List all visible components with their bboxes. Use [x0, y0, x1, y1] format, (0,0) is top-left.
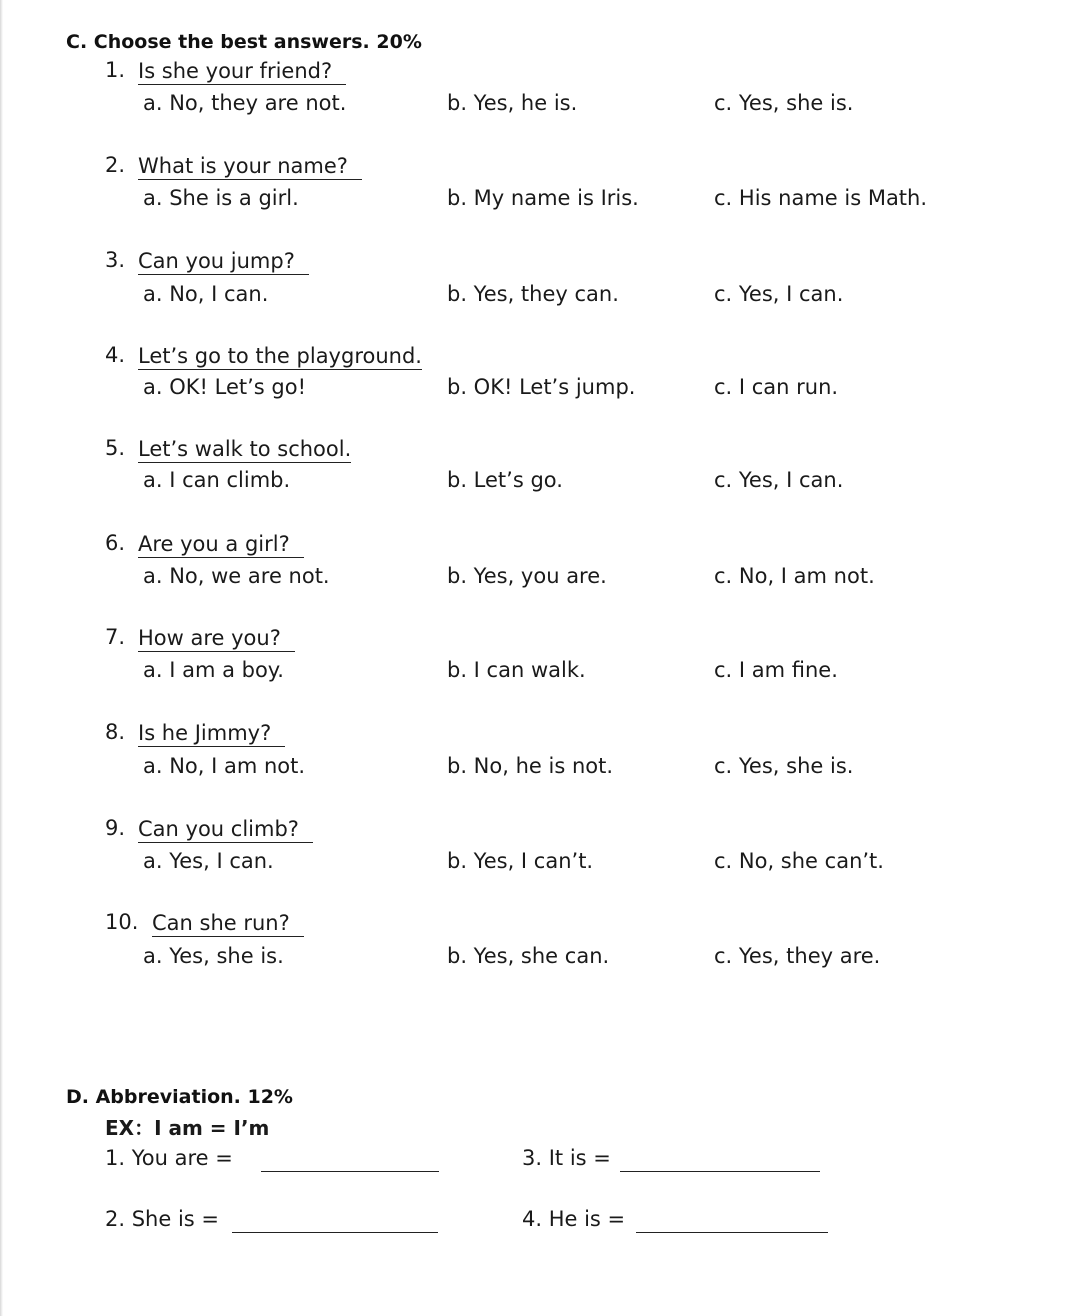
option-b[interactable]: b. No, he is not.	[447, 754, 614, 778]
abbreviation-prompt: 4. He is =	[522, 1207, 626, 1231]
option-a[interactable]: a. Yes, she is.	[143, 944, 284, 968]
abbreviation-prompt: 2. She is =	[105, 1207, 219, 1231]
section-d-heading: D. Abbreviation. 12%	[66, 1086, 293, 1108]
option-a[interactable]: a. Yes, I can.	[143, 849, 274, 873]
option-a[interactable]: a. No, I am not.	[143, 754, 306, 778]
option-c[interactable]: c. I can run.	[714, 375, 839, 399]
question-text: How are you?	[138, 625, 295, 652]
question-number: 4.	[105, 343, 126, 367]
question-text: What is your name?	[138, 153, 362, 180]
option-b[interactable]: b. Yes, you are.	[447, 564, 607, 588]
option-c[interactable]: c. Yes, she is.	[714, 754, 854, 778]
option-a[interactable]: a. OK! Let’s go!	[143, 375, 306, 399]
question-text: Can you climb?	[138, 816, 313, 843]
answer-blank[interactable]	[620, 1171, 820, 1172]
option-a[interactable]: a. I am a boy.	[143, 658, 284, 682]
answer-blank[interactable]	[261, 1171, 439, 1172]
option-a[interactable]: a. No, I can.	[143, 282, 269, 306]
answer-blank[interactable]	[636, 1232, 828, 1233]
abbreviation-example: EX：I am = I’m	[105, 1116, 270, 1140]
option-b[interactable]: b. Let’s go.	[447, 468, 563, 492]
question-text: Let’s go to the playground.	[138, 344, 422, 368]
question-number: 7.	[105, 625, 126, 649]
answer-blank[interactable]	[232, 1232, 438, 1233]
option-c[interactable]: c. His name is Math.	[714, 186, 928, 210]
option-c[interactable]: c. Yes, they are.	[714, 944, 881, 968]
question-text: Can you jump?	[138, 248, 309, 275]
option-a[interactable]: a. No, we are not.	[143, 564, 330, 588]
question-number: 3.	[105, 248, 126, 272]
abbreviation-prompt: 3. It is =	[522, 1146, 611, 1170]
option-b[interactable]: b. OK! Let’s jump.	[447, 375, 636, 399]
option-c[interactable]: c. No, she can’t.	[714, 849, 884, 873]
question-number: 9.	[105, 816, 126, 840]
option-c[interactable]: c. Yes, I can.	[714, 468, 844, 492]
option-c[interactable]: c. Yes, I can.	[714, 282, 844, 306]
question-text: Can she run?	[152, 910, 304, 937]
section-c-heading: C. Choose the best answers. 20%	[66, 31, 422, 53]
option-b[interactable]: b. Yes, they can.	[447, 282, 619, 306]
question-text: Let’s walk to school.	[138, 437, 352, 461]
question-number: 5.	[105, 436, 126, 460]
option-b[interactable]: b. Yes, she can.	[447, 944, 610, 968]
option-a[interactable]: a. I can climb.	[143, 468, 291, 492]
question-number: 10.	[105, 910, 139, 934]
question-text: Are you a girl?	[138, 531, 304, 558]
question-number: 8.	[105, 720, 126, 744]
option-c[interactable]: c. Yes, she is.	[714, 91, 854, 115]
option-b[interactable]: b. I can walk.	[447, 658, 586, 682]
option-c[interactable]: c. I am fine.	[714, 658, 838, 682]
question-number: 1.	[105, 58, 126, 82]
option-b[interactable]: b. Yes, he is.	[447, 91, 578, 115]
option-c[interactable]: c. No, I am not.	[714, 564, 875, 588]
option-a[interactable]: a. No, they are not.	[143, 91, 347, 115]
abbreviation-prompt: 1. You are =	[105, 1146, 233, 1170]
option-a[interactable]: a. She is a girl.	[143, 186, 299, 210]
option-b[interactable]: b. Yes, I can’t.	[447, 849, 594, 873]
page-edge	[0, 0, 3, 1316]
question-number: 2.	[105, 153, 126, 177]
option-b[interactable]: b. My name is Iris.	[447, 186, 639, 210]
question-text: Is she your friend?	[138, 58, 346, 85]
question-number: 6.	[105, 531, 126, 555]
question-text: Is he Jimmy?	[138, 720, 285, 747]
